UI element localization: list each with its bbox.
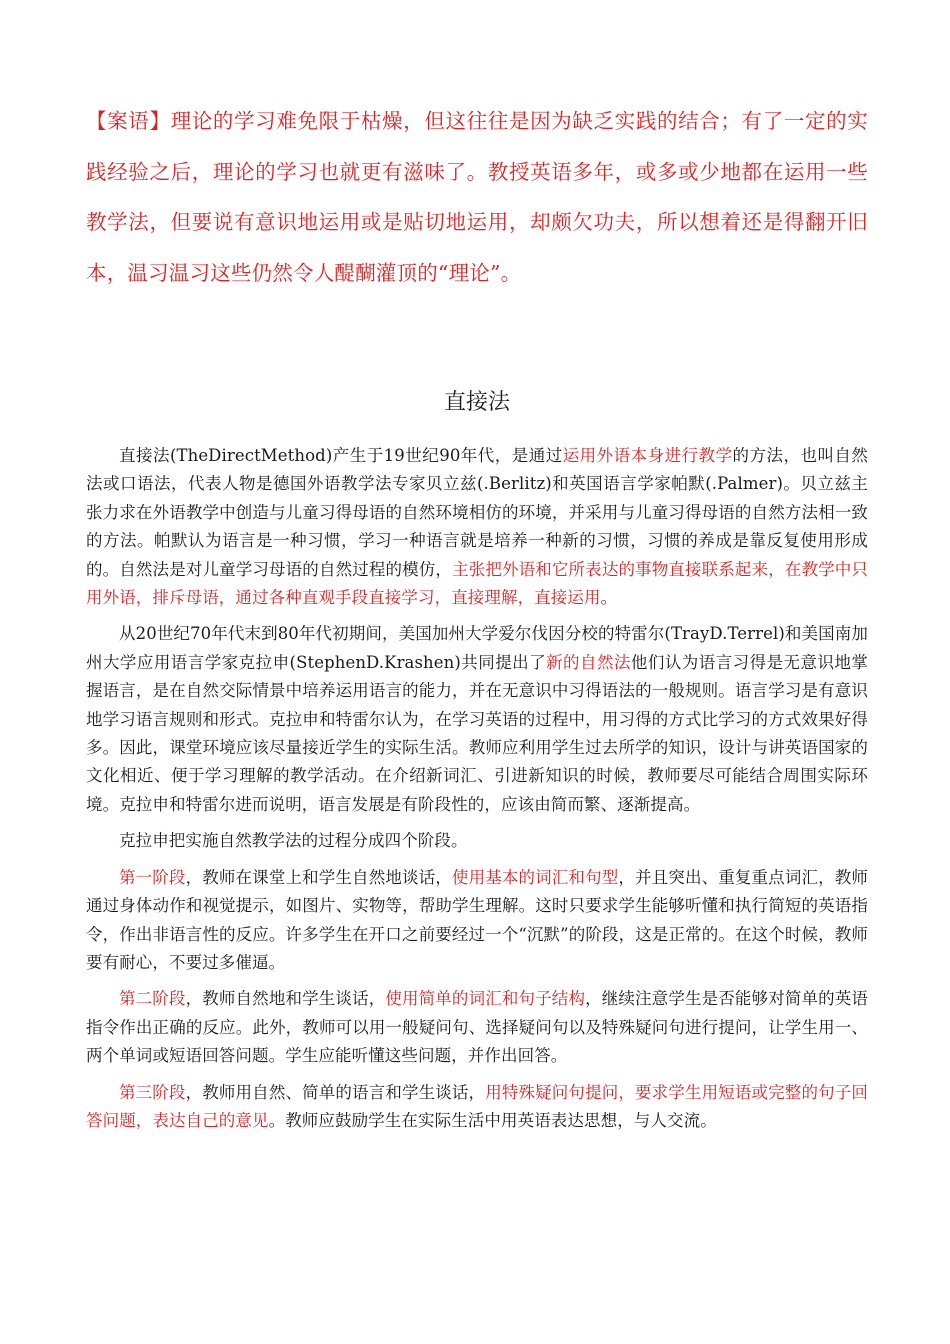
paragraph-stage-one: [86, 864, 868, 978]
paragraph-direct-method: [86, 442, 868, 612]
paragraph-four-stages-intro: [86, 827, 868, 855]
paragraph-text: ，教师在课堂上和学生自然地谈话，: [185, 867, 452, 887]
paragraph-text: 他们认为语言习得是无意识地掌握语言，是在自然交际情景中培养运用语言的能力，并在无意识中习得语法的一般规则。语言学习是有意识地学习语言规则和形式。克拉申和特雷尔认为，在学习英语的过程中，用习得的方式比学习的方式效果好得多。因此，课堂环境应该尽量接近学生的实际生活。教师应利用学生过去所学的知识，设计与讲英语国家的文化相近、便于学习理解的教学活动。在介绍新词汇、引进新知识的时候，教师要尽可能结合周围实际环境。克拉申和特雷尔进而说明，语言发展是有阶段性的，应该由简而繁、逐渐提高。: [86, 652, 869, 814]
paragraph-text: 从20世纪70年代末到80年代初期间，美国加州大学爱尔伐因分校的特雷尔(TrayD.Terrel)和美国南加州大学应用语言学家克拉申(StephenD.Krashen)共同提出了: [86, 624, 868, 672]
highlighted-text: 用特殊疑问句提问，要求学生用短语或完整的句子回答问题，表达自己的意见: [86, 1082, 868, 1130]
highlighted-text: 运用外语本身进行教学: [562, 446, 733, 465]
stage-label: 第二阶段: [119, 989, 186, 1009]
paragraph-text: ，并且突出、重复重点词汇，教师通过身体动作和视觉提示，如图片、实物等，帮助学生理解。这时只要求学生能够听懂和执行简短的英语指令，作出非语言性的反应。许多学生在开口之前要经过一个“沉默”的阶段，这是正常的。在这个时候，教师要有耐心，不要过多催逼。: [86, 867, 869, 972]
paragraph-text: 。教师应鼓励学生在实际生活中用英语表达思想，与人交流。: [268, 1110, 717, 1130]
stage-label: 第三阶段: [119, 1082, 186, 1102]
highlighted-text: 使用基本的词汇和句型: [451, 867, 619, 887]
paragraph-text: ，继续注意学生是否能够对简单的英语指令作出正确的反应。此外，教师可以用一般疑问句、选择疑问句以及特殊疑问句进行提问，让学生用一、两个单词或短语回答问题。学生应能听懂这些问题，并作出回答。: [86, 989, 869, 1066]
note-bracket-label: 【案语】: [86, 109, 171, 133]
note-text: 理论的学习难免限于枯燥，但这往往是因为缺乏实践的结合；有了一定的实践经验之后，理论的学习也就更有滋味了。教授英语多年，或多或少地都在运用一些教学法，但要说有意识地运用或是贴切地运用，却颇欠功夫，所以想着还是得翻开旧本，温习温习这些仍然令人醍醐灌顶的“理论”。: [86, 109, 868, 285]
stage-label: 第一阶段: [119, 867, 186, 887]
highlighted-text: 新的自然法: [546, 652, 631, 672]
highlighted-text: 主张把外语和它所表达的事物直接联系起来，在教学中只用外语，排斥母语，通过各种直观手段直接学习，直接理解，直接运用: [86, 559, 868, 608]
paragraph-stage-three: [86, 1079, 868, 1136]
paragraph-stage-two: [86, 985, 868, 1070]
document-page: [86, 96, 868, 1143]
paragraph-text: 的方法，也叫自然法或口语法，代表人物是德国外语教学法专家贝立兹(.Berlitz)和英国语言学家帕默(.Palmer)。贝立兹主张力求在外语教学中创造与儿童习得母语的自然环境相仿的环境，并采用与儿童习得母语的自然方法相一致的方法。帕默认为语言是一种习惯，学习一种语言就是培养一种新的习惯，习惯的养成是靠反复使用形成的。自然法是对儿童学习母语的自然过程的模仿，: [86, 446, 869, 579]
section-title: 直接法: [443, 390, 510, 415]
highlighted-text: 使用简单的词汇和句子结构: [385, 989, 586, 1009]
paragraph-text: ，教师自然地和学生谈话，: [185, 989, 386, 1009]
paragraph-text: ，教师用自然、简单的语言和学生谈话，: [185, 1082, 486, 1102]
paragraph-text: 克拉申把实施自然教学法的过程分成四个阶段。: [119, 831, 468, 851]
editor-note: [86, 96, 868, 298]
paragraph-natural-approach: [86, 620, 868, 819]
paragraph-text: 。: [600, 588, 618, 608]
paragraph-text: 直接法(TheDirectMethod)产生于19世纪90年代，是通过: [119, 446, 563, 465]
